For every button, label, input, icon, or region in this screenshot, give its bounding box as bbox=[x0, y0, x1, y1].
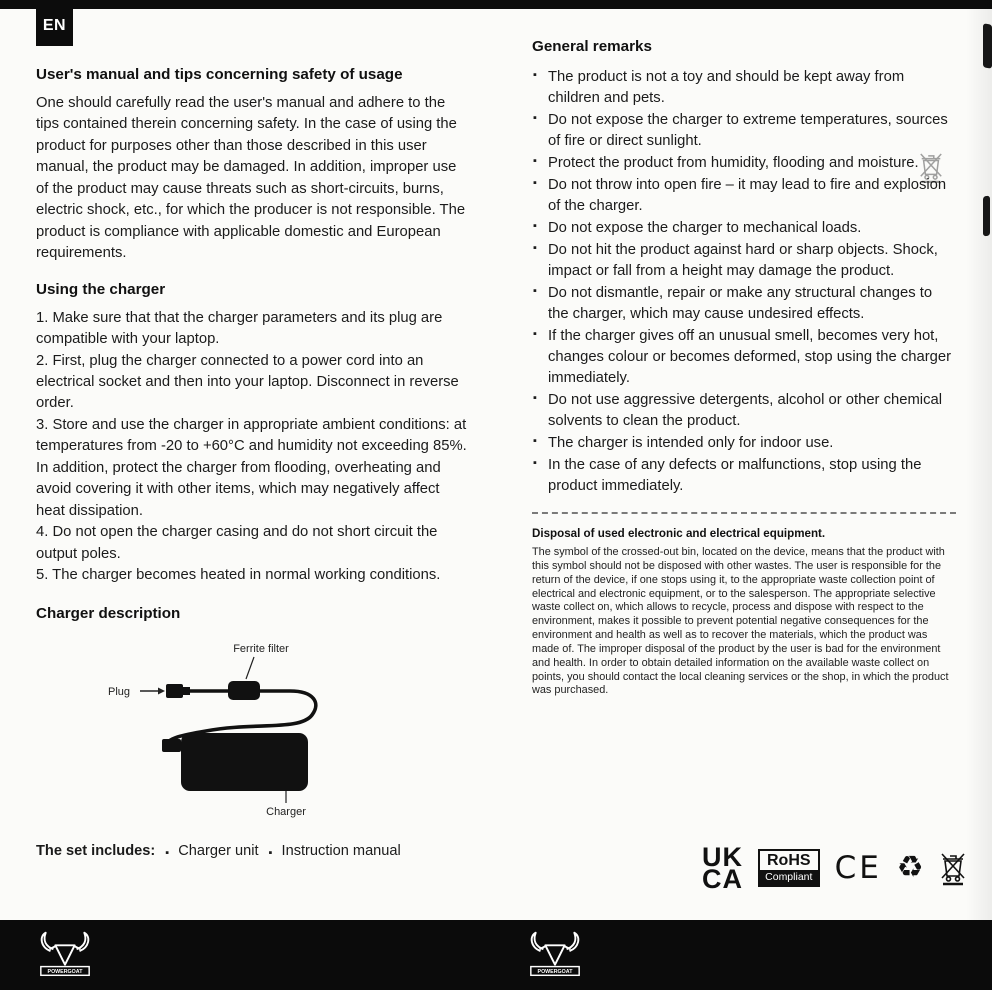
disposal-heading: Disposal of used electronic and electrical equipment. bbox=[532, 527, 826, 540]
rohs-mark bbox=[758, 849, 820, 887]
plug-label: Plug bbox=[108, 685, 131, 698]
ukca-mark bbox=[702, 842, 743, 895]
powergoat-wordmark: POWERGOAT bbox=[537, 969, 573, 976]
remark-item: ▪ Do not use aggressive detergents, alcohol or other chemical solvents to clean the product. bbox=[532, 390, 956, 432]
certification-marks bbox=[702, 842, 967, 895]
right-column bbox=[532, 38, 956, 698]
set-includes-item: ▪ Instruction manual bbox=[269, 843, 401, 859]
remarks-heading: General remarks bbox=[532, 38, 652, 55]
remark-item: ▪ Do not hit the product against hard or sharp objects. Shock, impact or fall from a height may damage the product. bbox=[532, 240, 956, 282]
set-includes bbox=[36, 843, 470, 859]
using-steps-list bbox=[36, 308, 470, 587]
remark-item: ▪ Do not expose the charger to mechanical loads. bbox=[532, 218, 956, 239]
using-step: 2. First, plug the charger connected to a power cord into an electrical socket and then into your laptop. Disconnect in reverse order. bbox=[36, 352, 459, 412]
remark-item: ▪ In the case of any defects or malfunctions, stop using the product immediately. bbox=[532, 455, 956, 497]
set-includes-item: ▪ Charger unit bbox=[165, 843, 258, 859]
remark-item: ▪ Do not dismantle, repair or make any structural changes to the charger, which may cause undesired effects. bbox=[532, 283, 956, 325]
scan-artifact bbox=[983, 23, 992, 68]
language-badge: EN bbox=[36, 5, 73, 46]
ukca-line: UK bbox=[702, 842, 743, 872]
ukca-line: CA bbox=[702, 864, 743, 895]
scan-artifact bbox=[983, 196, 990, 237]
remark-item: ▪ Do not throw into open fire – it may lead to fire and explosion of the charger. bbox=[532, 175, 956, 217]
charger-diagram bbox=[106, 634, 470, 827]
powergoat-logo bbox=[526, 929, 584, 981]
weee-bin-icon bbox=[939, 850, 967, 886]
remark-item: ▪ If the charger gives off an unusual smell, becomes very hot, changes colour or becomes deformed, stop using the charger immediately. bbox=[532, 326, 956, 389]
top-black-bar bbox=[0, 0, 992, 9]
using-step: 4. Do not open the charger casing and do not short circuit the output poles. bbox=[36, 524, 438, 562]
page-edge-shadow bbox=[966, 0, 992, 990]
recycle-icon: ♻ bbox=[896, 850, 924, 886]
footer-bar bbox=[0, 920, 992, 990]
remark-item: ▪ Do not expose the charger to extreme temperatures, sources of fire or direct sunlight. bbox=[532, 110, 956, 152]
remark-item: ▪ The product is not a toy and should be kept away from children and pets. bbox=[532, 67, 956, 109]
safety-heading: User's manual and tips concerning safety of usage bbox=[36, 66, 403, 83]
remarks-list bbox=[532, 67, 956, 497]
dashed-divider bbox=[532, 512, 956, 514]
description-heading: Charger description bbox=[36, 604, 181, 622]
rohs-title: RoHS bbox=[767, 852, 811, 870]
using-step: 3. Store and use the charger in appropriate ambient conditions: at temperatures from -20 to +60°C and humidity not exceeding 85%. In addition, protect the charger from flooding, overheating and avoid covering it with other items, which may negatively affect heat dissipation. bbox=[36, 416, 467, 519]
powergoat-wordmark: POWERGOAT bbox=[47, 969, 83, 976]
left-column bbox=[36, 66, 470, 859]
using-step: 5. The charger becomes heated in normal working conditions. bbox=[36, 567, 441, 584]
using-heading: Using the charger bbox=[36, 280, 166, 298]
remark-item: ▪ Protect the product from humidity, flooding and moisture. bbox=[532, 153, 956, 174]
charger-diagram-drawing bbox=[106, 634, 366, 822]
rohs-subtitle: Compliant bbox=[760, 870, 818, 885]
ce-mark: CE bbox=[834, 850, 882, 887]
ferrite-filter-label: Ferrite filter bbox=[233, 642, 289, 655]
disposal-body: The symbol of the crossed-out bin, located on the device, means that the product with this symbol should not be disposed with other wastes. The user is responsible for the return of the device, if one stops using it, to the appropriate waste collection point of electrical and electronic equipment, or to the salesperson. The appropriate selective waste collect on, which allows to recycle, process and dispose with respect to the environment, makes it possible to prevent potential negative consequences for the environment and health as well as to recover the materials, which the product was made of. The improper disposal of the product by the user is bad for the environment and health. In order to obtain detailed information on the available waste collect on points, you should contact the local cleaning services or the shop, in which the product was purchased. bbox=[532, 546, 949, 697]
remark-item: ▪ The charger is intended only for indoor use. bbox=[532, 433, 956, 454]
powergoat-logo bbox=[36, 929, 94, 981]
safety-body: One should carefully read the user's manual and adhere to the tips contained therein concerning safety. In the case of using the product for purposes other than those described in this user manual, the product may be damaged. In addition, improper use of the product may cause threats such as short-circuits, burns, electric shock, etc., for which the producer is not responsible. The product is compliance with applicable domestic and European requirements. bbox=[36, 95, 466, 262]
charger-label: Charger bbox=[266, 805, 306, 818]
set-includes-label: The set includes: bbox=[36, 842, 156, 859]
using-step: 1. Make sure that that the charger parameters and its plug are compatible with your laptop. bbox=[36, 309, 443, 348]
